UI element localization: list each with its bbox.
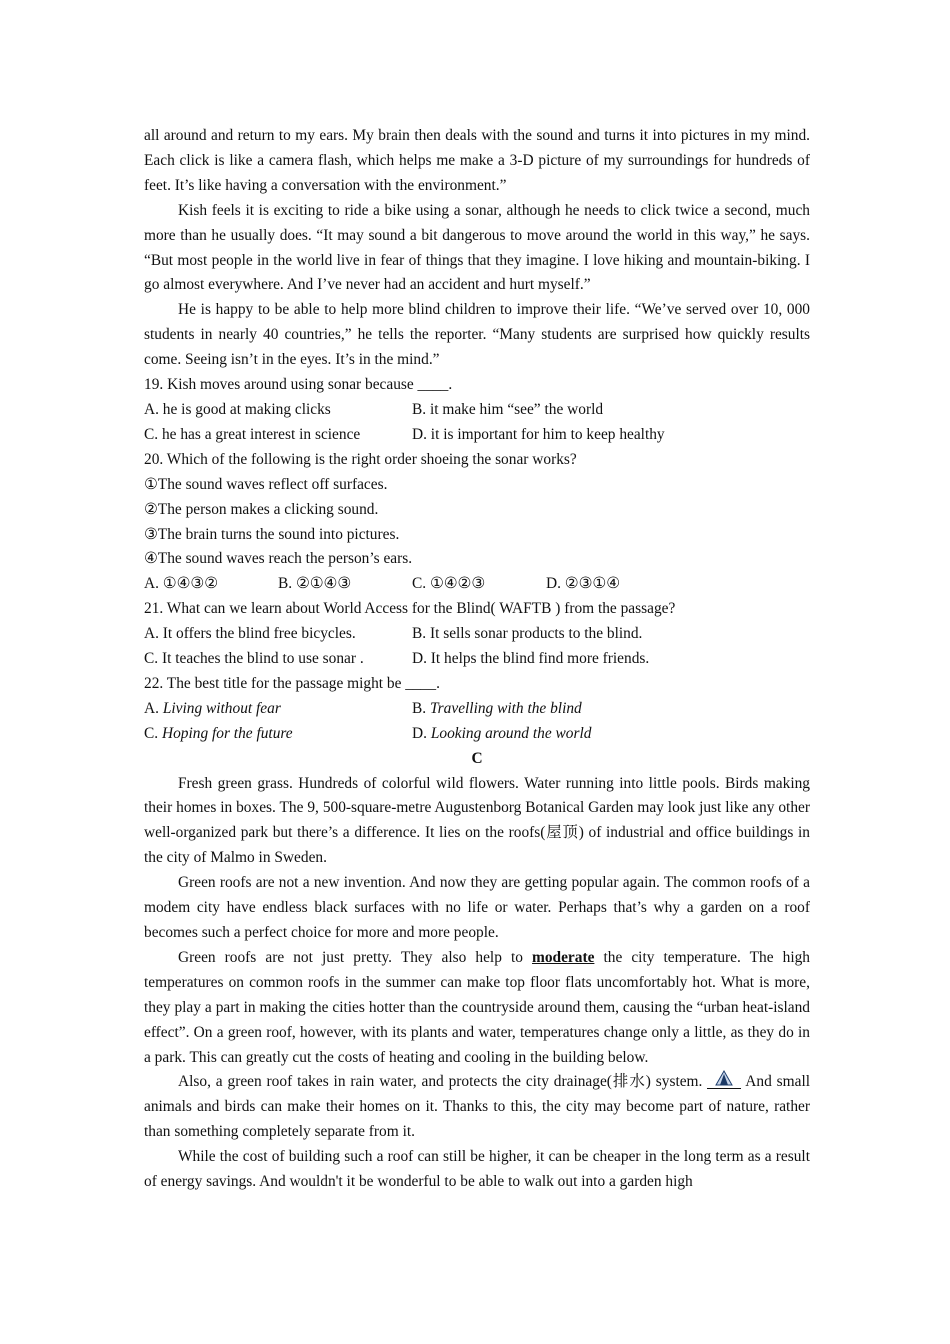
passage-c-paragraph: Fresh green grass. Hundreds of colorful wild flowers. Water running into little pools. Birds making their homes in boxes. The 9, 500-square-metre Augustenborg Botanical Garden may look just like any other well-organized park but there’s a difference. It lies on the roofs(屋顶) of industrial and office buildings in the city of Malmo in Sweden.: [144, 774, 810, 867]
option-c: C. It teaches the blind to use sonar .: [144, 650, 364, 668]
passage-b-paragraph: all around and return to my ears. My brain then deals with the sound and turns it into pictures in my mind. Each click is like a camera flash, which helps me make a 3-D picture of my surroundings for hundreds of feet. It’s like having a conversation with the environment.”: [144, 127, 810, 194]
option-letter: D.: [412, 724, 431, 742]
option-d: D. ②③①④: [546, 575, 620, 593]
question-20-stem: 20. Which of the following is the right order shoeing the sonar works?: [144, 450, 577, 468]
option-b: B. it make him “see” the world: [412, 400, 604, 418]
option-letter: A.: [144, 699, 163, 717]
sonar-step: ③The brain turns the sound into pictures.: [144, 525, 400, 543]
option-b: B. ②①④③: [278, 575, 352, 593]
option-b: [412, 697, 582, 722]
question-19-options-row: [144, 398, 810, 423]
sonar-step: ②The person makes a clicking sound.: [144, 500, 379, 518]
option-letter: B.: [412, 699, 430, 717]
option-d: D. It helps the blind find more friends.: [412, 650, 650, 668]
underlined-word: moderate: [532, 948, 595, 966]
paragraph-text: Green roofs are not just pretty. They also help to: [178, 948, 533, 966]
option-d: [412, 722, 591, 747]
option-text: Hoping for the future: [161, 724, 293, 742]
option-c: C. he has a great interest in science: [144, 425, 361, 443]
option-a: A. he is good at making clicks: [144, 400, 331, 418]
option-a: A. ①④③②: [144, 575, 218, 593]
paragraph-text: Also, a green roof takes in rain water, and protects the city drainage(排水) system.: [178, 1073, 708, 1091]
option-d: D. it is important for him to keep healthy: [412, 425, 665, 443]
option-text: Looking around the world: [430, 724, 592, 742]
question-21-options-row: [144, 647, 810, 672]
option-a: [144, 697, 412, 722]
paragraph-text: And small animals and birds can make their homes on it. Thanks to this, the city may become part of nature, rather than something completely separate from it.: [144, 1073, 810, 1141]
passage-c-paragraph: [144, 946, 810, 1071]
question-20-options-row: [144, 572, 810, 597]
question-21-stem: 21. What can we learn about World Access for the Blind( WAFTB ) from the passage?: [144, 600, 676, 618]
passage-c-paragraph: [144, 1070, 810, 1145]
sonar-step: ④The sound waves reach the person’s ears.: [144, 550, 413, 568]
question-22-stem: 22. The best title for the passage might be ____.: [144, 674, 440, 692]
question-19-stem: 19. Kish moves around using sonar because ____.: [144, 376, 453, 394]
option-text: Living without fear: [162, 699, 281, 717]
exam-page: [144, 124, 810, 1195]
blank-triangle-icon: [707, 1070, 741, 1089]
section-heading: C: [471, 749, 483, 767]
paragraph-text: the city temperature. The high temperatures on common roofs in the summer can make top floor flats uncomfortably hot. What is more, they play a part in making the cities hotter than the countryside around them, causing the “urban heat-island effect”. On a green roof, however, with its plants and water, temperatures change only a little, as they do in a park. This can greatly cut the costs of heating and cooling in the building below.: [144, 948, 811, 1066]
option-c: [144, 722, 412, 747]
question-22-options-row: [144, 697, 810, 722]
question-22-options-row: [144, 722, 810, 747]
option-a: A. It offers the blind free bicycles.: [144, 625, 356, 643]
passage-b-paragraph: He is happy to be able to help more blind children to improve their life. “We’ve served over 10, 000 students in nearly 40 countries,” he tells the reporter. “Many students are surprised how quickly results come. Seeing isn’t in the eyes. It’s in the mind.”: [144, 301, 810, 369]
option-b: B. It sells sonar products to the blind.: [412, 625, 643, 643]
question-19-options-row: [144, 423, 810, 448]
passage-c-paragraph: Green roofs are not a new invention. And now they are getting popular again. The common roofs of a modem city have endless black surfaces with no life or water. Perhaps that’s why a garden on a roof becomes such a perfect choice for more and more people.: [144, 874, 810, 941]
passage-b-paragraph: Kish feels it is exciting to ride a bike using a sonar, although he needs to click twice a second, much more than he usually does. “It may sound a bit dangerous to move around the world in this way,” he says. “But most people in the world live in fear of things that they imagine. I love hiking and mountain-biking. I go almost everywhere. And I’ve never had an accident and hurt myself.”: [144, 201, 810, 294]
sonar-step: ①The sound waves reflect off surfaces.: [144, 475, 388, 493]
option-c: C. ①④②③: [412, 575, 486, 593]
question-21-options-row: [144, 622, 810, 647]
option-text: Travelling with the blind: [429, 699, 582, 717]
passage-c-paragraph: While the cost of building such a roof can still be higher, it can be cheaper in the long term as a result of energy savings. And wouldn't it be wonderful to be able to walk out into a garden high: [144, 1148, 810, 1191]
option-letter: C.: [144, 724, 162, 742]
